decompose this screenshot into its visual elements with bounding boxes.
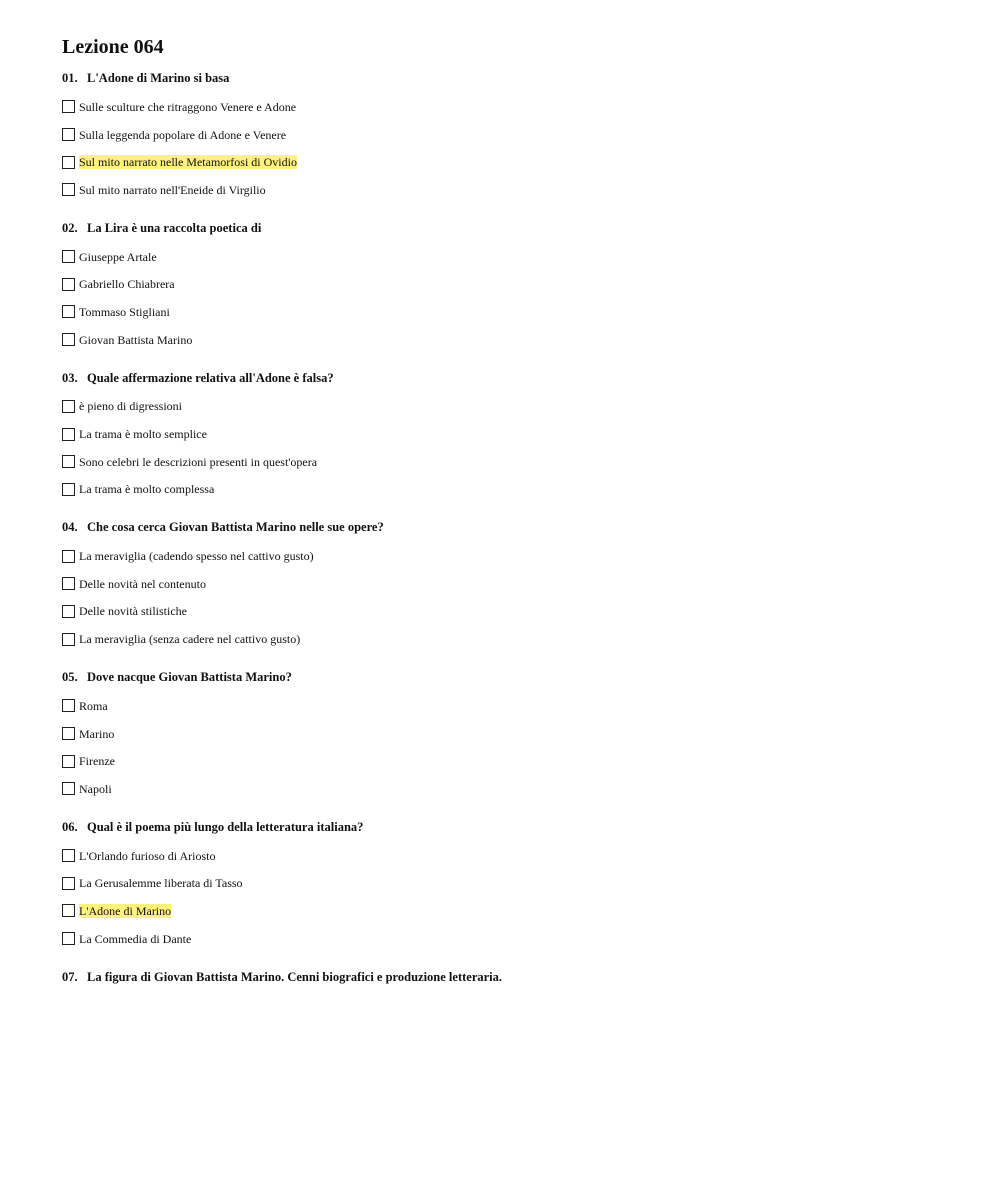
- answer-option[interactable]: [62, 598, 962, 626]
- answer-checkbox[interactable]: [62, 183, 75, 196]
- answer-text: Sono celebri le descrizioni presenti in quest'opera: [79, 454, 318, 469]
- answer-checkbox[interactable]: [62, 904, 75, 917]
- answer-checkbox[interactable]: [62, 849, 75, 862]
- answer-checkbox[interactable]: [62, 699, 75, 712]
- answer-checkbox[interactable]: [62, 305, 75, 318]
- question-heading: [62, 368, 962, 388]
- answer-checkbox[interactable]: [62, 400, 75, 413]
- answer-text: La meraviglia (cadendo spesso nel cattivo gusto): [79, 549, 314, 564]
- answer-text: Giovan Battista Marino: [79, 332, 193, 347]
- document-page: [62, 34, 962, 1001]
- answer-checkbox[interactable]: [62, 577, 75, 590]
- answer-option[interactable]: [62, 476, 962, 504]
- answer-checkbox[interactable]: [62, 156, 75, 169]
- answer-checkbox[interactable]: [62, 455, 75, 468]
- answer-checkbox[interactable]: [62, 932, 75, 945]
- answer-text: Sul mito narrato nell'Eneide di Virgilio: [79, 182, 266, 197]
- question-text: Dove nacque Giovan Battista Marino?: [87, 670, 292, 684]
- answer-text: La Commedia di Dante: [79, 931, 192, 946]
- question-number: 02.: [62, 220, 78, 235]
- answer-text: L'Orlando furioso di Ariosto: [79, 848, 216, 863]
- question-heading: [62, 218, 962, 238]
- answer-text: Sulla leggenda popolare di Adone e Venere: [79, 127, 287, 142]
- answer-text: Tommaso Stigliani: [79, 304, 170, 319]
- question-heading: [62, 967, 962, 987]
- answer-text: La Gerusalemme liberata di Tasso: [79, 876, 243, 891]
- answer-option[interactable]: [62, 869, 962, 897]
- answer-text: Roma: [79, 698, 108, 713]
- page-title: Lezione 064: [62, 36, 164, 58]
- answer-text-highlighted: L'Adone di Marino: [79, 903, 172, 918]
- answer-checkbox[interactable]: [62, 877, 75, 890]
- question-text: L'Adone di Marino si basa: [87, 71, 230, 85]
- answer-option[interactable]: [62, 93, 962, 121]
- answer-option[interactable]: [62, 243, 962, 271]
- question-list: [62, 68, 962, 987]
- answer-option[interactable]: [62, 448, 962, 476]
- answer-text: Gabriello Chiabrera: [79, 277, 175, 292]
- answer-text: Marino: [79, 726, 115, 741]
- answer-checkbox[interactable]: [62, 727, 75, 740]
- question-heading: [62, 817, 962, 837]
- answer-checkbox[interactable]: [62, 782, 75, 795]
- answer-option[interactable]: [62, 625, 962, 653]
- question-number: 05.: [62, 670, 78, 684]
- answer-option[interactable]: [62, 842, 962, 870]
- answer-checkbox[interactable]: [62, 550, 75, 563]
- answer-option[interactable]: [62, 121, 962, 149]
- answer-option[interactable]: [62, 176, 962, 204]
- answer-checkbox[interactable]: [62, 755, 75, 768]
- answer-text: Sulle sculture che ritraggono Venere e Adone: [79, 99, 297, 114]
- question-heading: [62, 68, 962, 88]
- question-2: [62, 218, 962, 354]
- answer-checkbox[interactable]: [62, 278, 75, 291]
- answer-text: La trama è molto semplice: [79, 427, 207, 442]
- answer-option[interactable]: [62, 298, 962, 326]
- question-number: 06.: [62, 819, 78, 834]
- answer-option[interactable]: [62, 775, 962, 803]
- answer-checkbox[interactable]: [62, 483, 75, 496]
- question-text: Qual è il poema più lungo della letteratura italiana?: [87, 819, 364, 834]
- answer-text: è pieno di digressioni: [79, 399, 182, 414]
- answer-option[interactable]: [62, 542, 962, 570]
- question-text: La figura di Giovan Battista Marino. Cenni biografici e produzione letteraria.: [87, 969, 503, 984]
- question-heading: [62, 517, 962, 537]
- answer-option[interactable]: [62, 720, 962, 748]
- answer-checkbox[interactable]: [62, 633, 75, 646]
- question-3: [62, 368, 962, 504]
- answer-checkbox[interactable]: [62, 128, 75, 141]
- question-5: [62, 667, 962, 803]
- answer-checkbox[interactable]: [62, 605, 75, 618]
- answer-option[interactable]: [62, 326, 962, 354]
- answer-option[interactable]: [62, 747, 962, 775]
- question-text: Quale affermazione relativa all'Adone è falsa?: [87, 370, 334, 385]
- answer-text: La trama è molto complessa: [79, 482, 215, 497]
- answer-text: Giuseppe Artale: [79, 249, 157, 264]
- question-4: [62, 517, 962, 653]
- question-text: La Lira è una raccolta poetica di: [87, 220, 262, 235]
- answer-checkbox[interactable]: [62, 100, 75, 113]
- answer-checkbox[interactable]: [62, 250, 75, 263]
- answer-text-highlighted: Sul mito narrato nelle Metamorfosi di Ovidio: [79, 155, 297, 170]
- answer-option[interactable]: [62, 692, 962, 720]
- question-number: 03.: [62, 370, 78, 385]
- answer-text: La meraviglia (senza cadere nel cattivo gusto): [79, 632, 301, 647]
- answer-checkbox[interactable]: [62, 333, 75, 346]
- question-number: 04.: [62, 520, 78, 535]
- answer-checkbox[interactable]: [62, 428, 75, 441]
- question-text: Che cosa cerca Giovan Battista Marino nelle sue opere?: [87, 520, 384, 535]
- answer-option[interactable]: [62, 393, 962, 421]
- answer-text: Napoli: [79, 781, 112, 796]
- question-number: 07.: [62, 969, 78, 984]
- answer-text: Firenze: [79, 754, 115, 769]
- answer-option[interactable]: [62, 897, 962, 925]
- question-1: [62, 68, 962, 204]
- answer-text: Delle novità nel contenuto: [79, 576, 206, 591]
- answer-option[interactable]: [62, 420, 962, 448]
- question-6: [62, 817, 962, 953]
- answer-option[interactable]: [62, 270, 962, 298]
- answer-text: Delle novità stilistiche: [79, 604, 187, 619]
- answer-option[interactable]: [62, 570, 962, 598]
- question-heading: [62, 667, 962, 687]
- question-7: [62, 967, 962, 987]
- answer-option[interactable]: [62, 925, 962, 953]
- question-number: 01.: [62, 71, 78, 85]
- answer-option[interactable]: [62, 148, 962, 176]
